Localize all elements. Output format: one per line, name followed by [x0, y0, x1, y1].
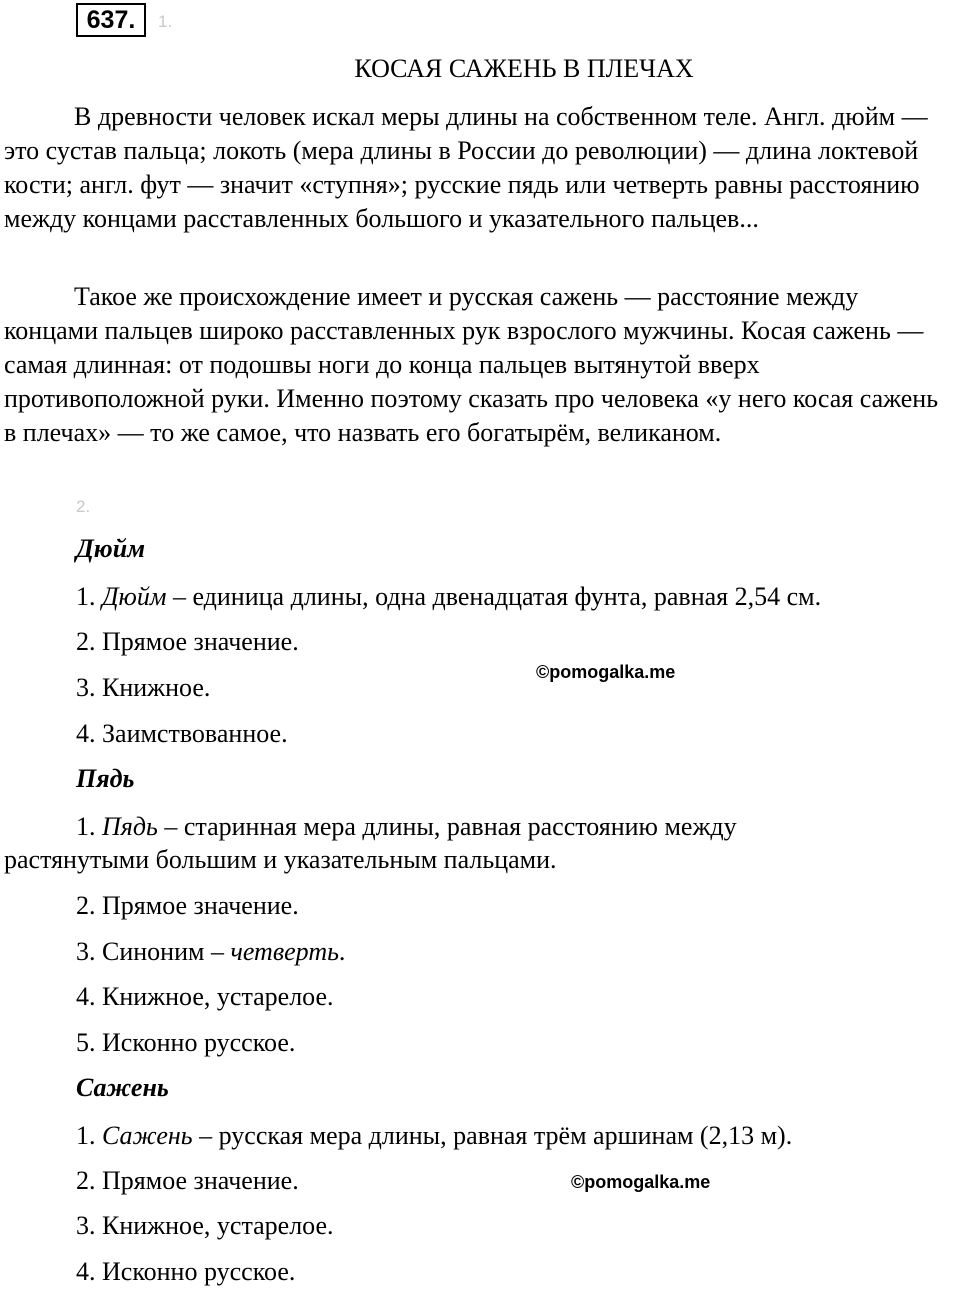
paragraph-1-text: В древности человек искал меры длины на собственном теле. Англ. дюйм — это сустав пальца; локоть (мера длины в России до революции) — длина локтевой кости; англ. фут — значит «ступня»; русские пядь или четверть равны расстоянию между концами расставленных большого и указательного пальцев...: [4, 102, 928, 233]
list-item: 2. Прямое значение.: [76, 891, 299, 920]
watermark: ©pomogalka.me: [571, 1172, 711, 1192]
list-item: 4. Заимствованное.: [76, 719, 288, 748]
item-number: 1.: [76, 812, 96, 841]
section-heading-duim: Дюйм: [76, 534, 146, 563]
item-number: 1.: [76, 1121, 96, 1150]
list-item: 2. Прямое значение.: [76, 1166, 299, 1195]
synonym-prefix: 3. Синоним –: [76, 937, 231, 966]
synonym-word: четверть: [230, 937, 339, 966]
watermark: ©pomogalka.me: [536, 662, 676, 682]
list-item: 4. Исконно русское.: [76, 1257, 296, 1286]
paragraph-1: [4, 100, 956, 236]
list-item: 5. Исконно русское.: [76, 1028, 296, 1057]
paragraph-2: [4, 280, 956, 450]
term-word: Дюйм: [102, 582, 167, 611]
list-item-synonym: [76, 935, 345, 969]
section-heading-pyad: Пядь: [76, 764, 135, 793]
list-item: 4. Книжное, устарелое.: [76, 982, 334, 1011]
definition-text: – единица длины, одна двенадцатая фунта, равная 2,54 см.: [166, 582, 822, 611]
definition-sazhen: [76, 1119, 792, 1153]
synonym-suffix: .: [338, 937, 346, 966]
definition-pyad: [76, 810, 737, 844]
definition-duim: [76, 580, 821, 614]
term-word: Пядь: [102, 812, 158, 841]
definition-text: – русская мера длины, равная трём аршинам (2,13 м).: [192, 1121, 793, 1150]
list-item: 3. Книжное, устарелое.: [76, 1211, 334, 1240]
section-heading-sazhen: Сажень: [76, 1073, 169, 1102]
paragraph-2-text: Такое же происхождение имеет и русская сажень — расстояние между концами пальцев широко расставленных рук взрослого мужчины. Косая сажень — самая длинная: от подошвы ноги до конца пальцев вытянутой вверх противоположной руки. Именно поэтому сказать про человека «у него косая сажень в плечах» — то же самое, что назвать его богатырём, великаном.: [4, 282, 939, 447]
item-number: 1.: [76, 582, 96, 611]
definition-pyad-continuation: растянутыми большим и указательным пальцами.: [4, 845, 557, 874]
list-item: 3. Книжное.: [76, 673, 211, 702]
definition-text: – старинная мера длины, равная расстоянию между: [157, 812, 737, 841]
list-item: 2. Прямое значение.: [76, 627, 299, 656]
part2-marker: 2.: [76, 497, 91, 516]
text-title: КОСАЯ САЖЕНЬ В ПЛЕЧАХ: [354, 54, 694, 83]
term-word: Сажень: [102, 1121, 193, 1150]
part1-marker: 1.: [158, 12, 173, 31]
exercise-number: 637.: [76, 3, 146, 37]
